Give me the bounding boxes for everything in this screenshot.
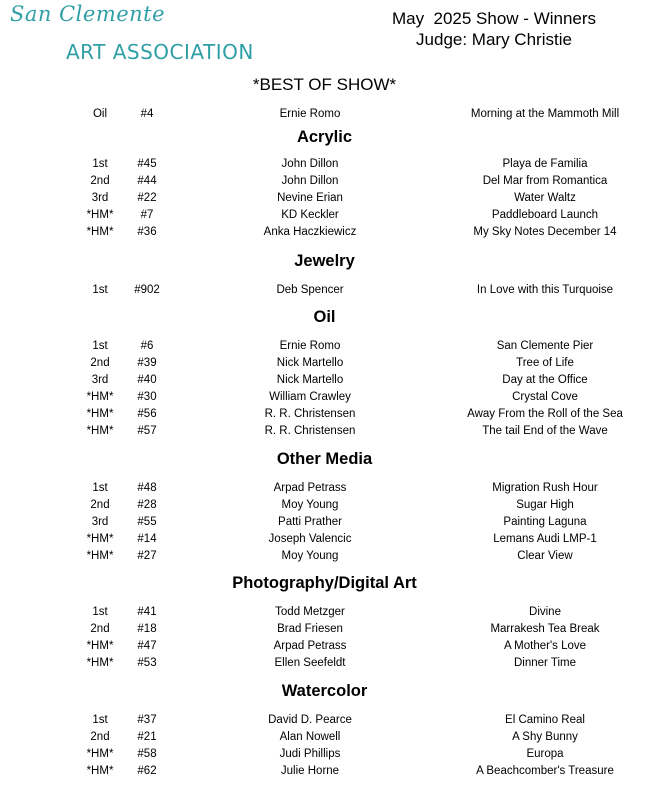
entry-title: A Shy Bunny	[512, 731, 578, 743]
entry-title: Marrakesh Tea Break	[490, 623, 600, 635]
entry-artist: Brad Friesen	[277, 623, 343, 635]
entry-place: 2nd	[90, 623, 110, 635]
entry-title: Tree of Life	[516, 357, 574, 369]
judge-line: Judge: Mary Christie	[416, 30, 572, 49]
entry-artist: Nick Martello	[276, 357, 344, 369]
entry-artist: David D. Pearce	[268, 714, 352, 726]
entry-artist: Todd Metzger	[275, 606, 345, 618]
entry-place: *HM*	[86, 209, 114, 221]
entry-artist: Nevine Erian	[277, 192, 343, 204]
entry-title: Migration Rush Hour	[492, 482, 598, 494]
entry-title: Morning at the Mammoth Mill	[470, 108, 620, 120]
entry-title: In Love with this Turquoise	[476, 284, 614, 296]
entry-title: Paddleboard Launch	[491, 209, 599, 221]
entry-number: #62	[137, 765, 157, 777]
table-row	[0, 209, 649, 225]
entry-number: #6	[140, 340, 154, 352]
entry-number: #56	[137, 408, 157, 420]
entry-artist: Joseph Valencic	[268, 533, 352, 545]
entry-number: #40	[137, 374, 157, 386]
entry-number: #57	[137, 425, 157, 437]
entry-place: *HM*	[86, 425, 114, 437]
entry-artist: KD Keckler	[281, 209, 339, 221]
entry-artist: William Crawley	[269, 391, 351, 403]
entry-title: Del Mar from Romantica	[482, 175, 608, 187]
entry-artist: R. R. Christensen	[264, 408, 356, 420]
best-of-show-title: *BEST OF SHOW*	[252, 75, 397, 94]
entry-title: Europa	[526, 748, 564, 760]
table-row	[0, 408, 649, 424]
table-row	[0, 606, 649, 622]
entry-place: 2nd	[90, 731, 110, 743]
entry-number: #30	[137, 391, 157, 403]
entry-place: 1st	[92, 284, 108, 296]
entry-title: El Camino Real	[505, 714, 585, 726]
entry-number: #41	[137, 606, 157, 618]
table-row	[0, 175, 649, 191]
entry-artist: Ellen Seefeldt	[274, 657, 346, 669]
entry-number: #58	[137, 748, 157, 760]
entry-artist: Ernie Romo	[279, 108, 341, 120]
entry-title: Divine	[529, 606, 561, 618]
entry-number: #14	[137, 533, 157, 545]
association-logo	[4, 2, 254, 62]
entry-place: 3rd	[91, 192, 109, 204]
entry-place: 2nd	[90, 499, 110, 511]
show-title: May 2025 Show - Winners	[391, 9, 597, 28]
table-row	[0, 374, 649, 390]
entry-place: *HM*	[86, 533, 114, 545]
section-title-watercolor: Watercolor	[281, 682, 368, 700]
table-row	[0, 765, 649, 781]
entry-place: *HM*	[86, 657, 114, 669]
entry-number: #22	[137, 192, 157, 204]
table-row	[0, 748, 649, 764]
entry-title: Playa de Familia	[502, 158, 588, 170]
table-row	[0, 550, 649, 566]
entry-title: A Beachcomber's Treasure	[476, 765, 614, 777]
entry-number: #37	[137, 714, 157, 726]
entry-place: 2nd	[90, 357, 110, 369]
entry-title: Lemans Audi LMP-1	[493, 533, 597, 545]
entry-number: #44	[137, 175, 157, 187]
entry-artist: R. R. Christensen	[264, 425, 356, 437]
entry-place: *HM*	[86, 226, 114, 238]
table-row	[0, 516, 649, 532]
table-row	[0, 482, 649, 498]
entry-title: San Clemente Pier	[496, 340, 594, 352]
entry-artist: John Dillon	[281, 175, 339, 187]
section-title-other-media: Other Media	[276, 450, 373, 468]
entry-artist: Alan Nowell	[279, 731, 341, 743]
entry-place: 1st	[92, 714, 108, 726]
entry-artist: John Dillon	[281, 158, 339, 170]
entry-title: A Mother's Love	[503, 640, 587, 652]
table-row	[0, 640, 649, 656]
entry-title: Dinner Time	[514, 657, 576, 669]
entry-title: Water Waltz	[514, 192, 576, 204]
table-row	[0, 533, 649, 549]
entry-artist: Arpad Petrass	[273, 640, 347, 652]
entry-title: The tail End of the Wave	[482, 425, 608, 437]
entry-place: Oil	[92, 108, 108, 120]
entry-number: #18	[137, 623, 157, 635]
entry-number: #47	[137, 640, 157, 652]
table-row	[0, 357, 649, 373]
entry-artist: Moy Young	[281, 550, 339, 562]
logo-main-text: ART ASSOCIATION	[66, 40, 254, 64]
entry-number: #7	[140, 209, 154, 221]
entry-artist: Moy Young	[281, 499, 339, 511]
entry-place: 1st	[92, 158, 108, 170]
table-row	[0, 499, 649, 515]
entry-number: #39	[137, 357, 157, 369]
logo-script-text: San Clemente	[10, 2, 166, 26]
entry-artist: Arpad Petrass	[273, 482, 347, 494]
entry-place: 3rd	[91, 374, 109, 386]
entry-number: #53	[137, 657, 157, 669]
entry-title: Sugar High	[516, 499, 574, 511]
entry-place: *HM*	[86, 765, 114, 777]
entry-artist: Nick Martello	[276, 374, 344, 386]
entry-number: #48	[137, 482, 157, 494]
entry-artist: Patti Prather	[278, 516, 342, 528]
table-row	[0, 623, 649, 639]
entry-number: #4	[140, 108, 154, 120]
table-row	[0, 226, 649, 242]
entry-number: #902	[134, 284, 160, 296]
entry-place: *HM*	[86, 408, 114, 420]
entry-number: #21	[137, 731, 157, 743]
entry-place: *HM*	[86, 550, 114, 562]
entry-title: Painting Laguna	[503, 516, 587, 528]
entry-artist: Judi Phillips	[279, 748, 341, 760]
section-title-oil: Oil	[313, 308, 336, 326]
entry-artist: Anka Haczkiewicz	[263, 226, 357, 238]
entry-title: Day at the Office	[502, 374, 588, 386]
entry-number: #55	[137, 516, 157, 528]
section-title-jewelry: Jewelry	[294, 252, 355, 270]
entry-place: 1st	[92, 606, 108, 618]
entry-artist: Ernie Romo	[279, 340, 341, 352]
entry-title: Clear View	[517, 550, 573, 562]
entry-title: Crystal Cove	[512, 391, 578, 403]
entry-number: #27	[137, 550, 157, 562]
table-row	[0, 657, 649, 673]
table-row	[0, 731, 649, 747]
entry-place: 1st	[92, 482, 108, 494]
section-title-photography: Photography/Digital Art	[232, 574, 417, 592]
entry-place: *HM*	[86, 391, 114, 403]
best-of-show-row	[0, 108, 649, 124]
entry-place: *HM*	[86, 640, 114, 652]
table-row	[0, 391, 649, 407]
section-title-acrylic: Acrylic	[296, 128, 353, 146]
entry-title: My Sky Notes December 14	[473, 226, 617, 238]
entry-title: Away From the Roll of the Sea	[467, 408, 623, 420]
entry-number: #45	[137, 158, 157, 170]
entry-artist: Deb Spencer	[276, 284, 344, 296]
table-row	[0, 158, 649, 174]
table-row	[0, 425, 649, 441]
entry-place: 1st	[92, 340, 108, 352]
entry-number: #36	[137, 226, 157, 238]
table-row	[0, 340, 649, 356]
page-header	[364, 8, 624, 50]
entry-place: *HM*	[86, 748, 114, 760]
entry-number: #28	[137, 499, 157, 511]
entry-place: 3rd	[91, 516, 109, 528]
table-row	[0, 284, 649, 300]
table-row	[0, 192, 649, 208]
table-row	[0, 714, 649, 730]
entry-artist: Julie Horne	[280, 765, 340, 777]
entry-place: 2nd	[90, 175, 110, 187]
